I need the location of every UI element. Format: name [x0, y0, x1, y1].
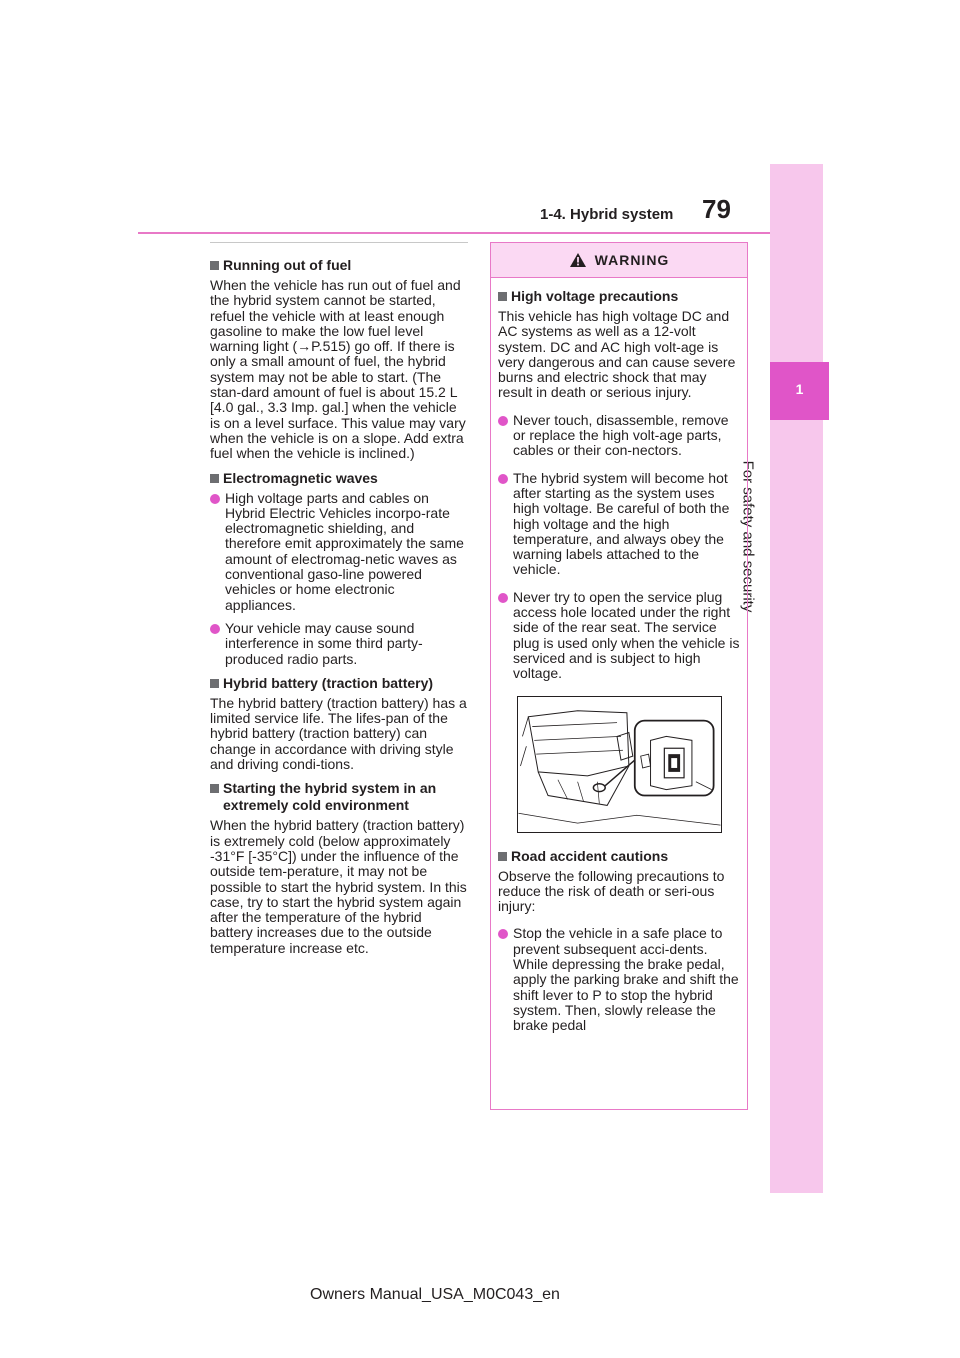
circle-bullet-icon: [498, 474, 508, 484]
warning-triangle-icon: [569, 252, 587, 268]
square-bullet-icon: [210, 261, 219, 270]
running-out-text: When the vehicle has run out of fuel and the hybrid system cannot be started, refuel the vehicle with at least enough gasoline to make the low fuel level warning light (→P.515) go off. If there is only a small amount of fuel, the hybrid system may not be able to start. (The stan-dard amount of fuel is about 15.2 L [4.0 gal., 3.3 Imp. gal.] when the vehicle is on a level surface. This value may vary when the vehicle is on a slope. Add extra fuel when the vehicle is inclined.): [210, 277, 466, 462]
warning-title: WARNING: [594, 252, 670, 268]
battery-heading: Hybrid battery (traction battery): [223, 674, 434, 691]
warning-body: [491, 278, 747, 1034]
road-bullet-1: Stop the vehicle in a safe place to prevent subsequent acci-dents. While depressing the brake pedal, apply the parking brake and shift the shift lever to P to stop the hybrid system. Then, slowly release the brake pedal: [513, 925, 739, 1034]
em-heading: Electromagnetic waves: [223, 469, 378, 486]
square-bullet-icon: [210, 474, 219, 483]
footer-text: Owners Manual_USA_M0C043_en: [310, 1286, 560, 1303]
circle-bullet-icon: [498, 929, 508, 939]
section-heading: [210, 257, 468, 274]
list-item: [498, 926, 741, 1033]
warning-header: [491, 243, 747, 278]
section-title: 1-4. Hybrid system: [540, 206, 674, 223]
section-heading: [498, 848, 741, 865]
hv-bullet-1: Never touch, disassemble, remove or replace the high volt-age parts, cables or their con-nectors.: [513, 411, 729, 459]
list-item: [210, 491, 468, 613]
list-item: [498, 590, 741, 682]
hv-bullet-3: Never try to open the service plug access hole located under the right side of the rear seat. The service plug is used only when the vehicle is serviced and is subject to high voltage.: [513, 588, 740, 682]
square-bullet-icon: [498, 852, 507, 861]
hv-bullet-2: The hybrid system will become hot after starting as the system uses high voltage. Be careful of both the high voltage and the high temperature, and always obey the warning labels attached to the vehicle.: [513, 469, 730, 578]
section-heading: [498, 288, 741, 305]
left-column: [210, 242, 468, 964]
section-heading: [210, 675, 468, 692]
section-heading: [210, 780, 468, 814]
list-item: [210, 621, 468, 667]
header-rule: [138, 232, 770, 234]
cold-text: When the hybrid battery (traction battery) is extremely cold (below approximately -31°F [-35°C]) under the influence of the outside tem-perature, it may not be possible to start the hybrid system. In this case, try to start the hybrid system again after the temperature of the hybrid battery increases due to the outside temperature increase etc.: [210, 817, 467, 956]
square-bullet-icon: [498, 292, 507, 301]
circle-bullet-icon: [498, 416, 508, 426]
section-heading: [210, 470, 468, 487]
list-item: [498, 471, 741, 578]
em-bullet-1: High voltage parts and cables on Hybrid Electric Vehicles incorpo-rate electromagnetic shielding, and therefore emit approximately the same amount of electromag-netic waves as conventional gaso-line powered vehicles or home electronic appliances.: [225, 489, 464, 613]
hv-heading: High voltage precautions: [511, 288, 679, 304]
service-plug-illustration: [517, 696, 722, 833]
square-bullet-icon: [210, 679, 219, 688]
running-out-heading: Running out of fuel: [223, 257, 352, 273]
chapter-label: For safety and security: [739, 460, 757, 613]
hv-text: This vehicle has high voltage DC and AC systems as well as a 12-volt system. DC and AC high volt-age is very dangerous and can cause severe burns and electric shock that may result in death or serious injury.: [498, 308, 736, 401]
list-item: [498, 413, 741, 459]
side-tab: [770, 164, 823, 1193]
page-number: 79: [702, 194, 731, 224]
circle-bullet-icon: [210, 624, 220, 634]
road-heading: Road accident cautions: [511, 847, 669, 864]
circle-bullet-icon: [498, 593, 508, 603]
road-text: Observe the following precautions to reduce the risk of death or seri-ous injury:: [498, 867, 725, 915]
circle-bullet-icon: [210, 494, 220, 504]
chapter-number: 1: [795, 381, 804, 397]
cold-heading: Starting the hybrid system in an extremely cold environment: [223, 780, 437, 814]
chapter-marker: [770, 362, 829, 420]
em-bullet-2: Your vehicle may cause sound interference in some third party-produced radio parts.: [225, 619, 423, 667]
warning-box: [490, 242, 748, 1110]
battery-text: The hybrid battery (traction battery) has a limited service life. The lifes-pan of the hybrid battery (traction battery) can change in accordance with driving style and driving condi-tions.: [210, 694, 467, 773]
square-bullet-icon: [210, 784, 219, 793]
